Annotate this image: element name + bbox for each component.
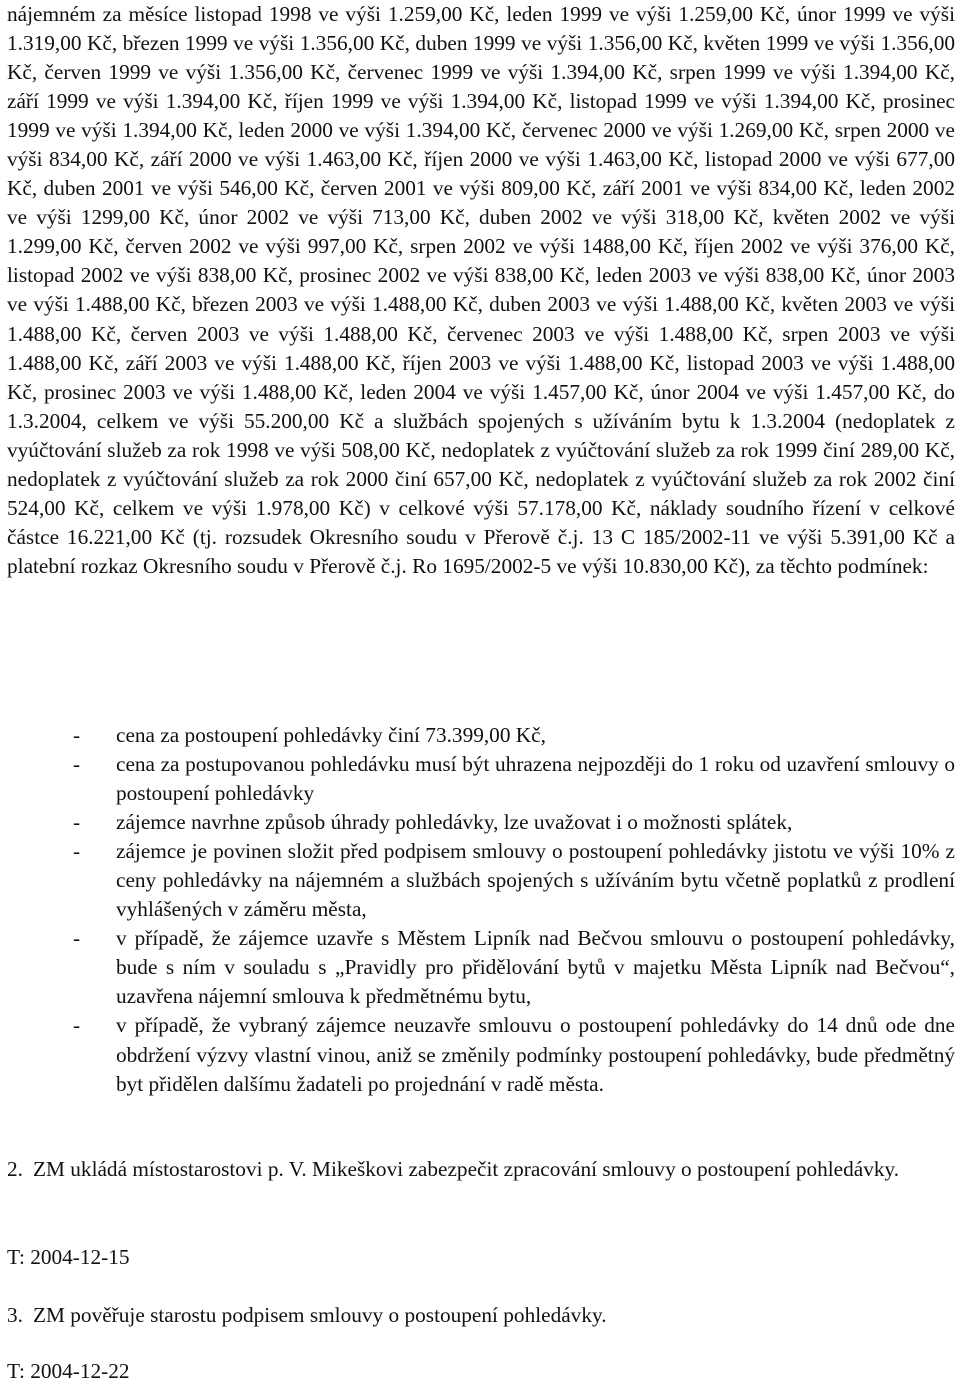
condition-item <box>0 750 955 808</box>
conditions-list <box>0 721 960 1099</box>
item-text: ZM ukládá místostarostovi p. V. Mikeškovi zabezpečit zpracování smlouvy o postoupení pohledávky. <box>33 1157 900 1181</box>
condition-item <box>0 721 955 750</box>
condition-text: cena za postoupení pohledávky činí 73.399,00 Kč, <box>116 723 546 747</box>
condition-text: zájemce navrhne způsob úhrady pohledávky, lze uvažovat i o možnosti splátek, <box>116 810 793 835</box>
resolution-item-2 <box>0 1155 955 1184</box>
list-dash: - <box>73 1013 81 1038</box>
condition-text: v případě, že zájemce uzavře s Městem Lipník nad Bečvou smlouvu o postoupení pohledávky, bude s ním v souladu s „Pravidly pro přidělování bytů v majetku Města Lipník nad Bečvou“, uzavřena nájemní smlouva k předmětnému bytu, <box>116 926 955 1009</box>
list-dash: - <box>73 810 81 835</box>
condition-item <box>0 924 955 1011</box>
item-number: 3. <box>7 1303 23 1327</box>
list-dash: - <box>73 839 81 864</box>
item-number: 2. <box>7 1157 23 1181</box>
list-dash: - <box>73 926 81 951</box>
opening-paragraph: nájemném za měsíce listopad 1998 ve výši 1.259,00 Kč, leden 1999 ve výši 1.259,00 Kč, únor 1999 ve výši 1.319,00 Kč, březen 1999 ve výši 1.356,00 Kč, duben 1999 ve výši 1.356,00 Kč, květen 1999 ve výši 1.356,00 Kč, červen 1999 ve výši 1.356,00 Kč, červenec 1999 ve výši 1.394,00 Kč, srpen 1999 ve výši 1.394,00 Kč, září 1999 ve výši 1.394,00 Kč, říjen 1999 ve výši 1.394,00 Kč, listopad 1999 ve výši 1.394,00 Kč, prosinec 1999 ve výši 1.394,00 Kč, leden 2000 ve výši 1.394,00 Kč, červenec 2000 ve výši 1.269,00 Kč, srpen 2000 ve výši 834,00 Kč, září 2000 ve výši 1.463,00 Kč, říjen 2000 ve výši 1.463,00 Kč, listopad 2000 ve výši 677,00 Kč, duben 2001 ve výši 546,00 Kč, červen 2001 ve výši 809,00 Kč, září 2001 ve výši 834,00 Kč, leden 2002 ve výši 1299,00 Kč, únor 2002 ve výši 713,00 Kč, duben 2002 ve výši 318,00 Kč, květen 2002 ve výši 1.299,00 Kč, červen 2002 ve výši 997,00 Kč, srpen 2002 ve výši 1488,00 Kč, říjen 2002 ve výši 376,00 Kč, listopad 2002 ve výši 838,00 Kč, prosinec 2002 ve výši 838,00 Kč, leden 2003 ve výši 838,00 Kč, únor 2003 ve výši 1.488,00 Kč, březen 2003 ve výši 1.488,00 Kč, duben 2003 ve výši 1.488,00 Kč, květen 2003 ve výši 1.488,00 Kč, červen 2003 ve výši 1.488,00 Kč, červenec 2003 ve výši 1.488,00 Kč, srpen 2003 ve výši 1.488,00 Kč, září 2003 ve výši 1.488,00 Kč, říjen 2003 ve výši 1.488,00 Kč, listopad 2003 ve výši 1.488,00 Kč, prosinec 2003 ve výši 1.488,00 Kč, leden 2004 ve výši 1.457,00 Kč, únor 2004 ve výši 1.457,00 Kč, do 1.3.2004, celkem ve výši 55.200,00 Kč a službách spojených s užíváním bytu k 1.3.2004 (nedoplatek z vyúčtování služeb za rok 1998 ve výši 508,00 Kč, nedoplatek z vyúčtování služeb za rok 1999 činí 289,00 Kč, nedoplatek z vyúčtování služeb za rok 2000 činí 657,00 Kč, nedoplatek z vyúčtování služeb za rok 2002 činí 524,00 Kč, celkem ve výši 1.978,00 Kč) v celkové výši 57.178,00 Kč, náklady soudního řízení v celkové částce 16.221,00 Kč (tj. rozsudek Okresního soudu v Přerově č.j. 13 C 185/2002-11 ve výši 5.391,00 Kč a platební rozkaz Okresního soudu v Přerově č.j. Ro 1695/2002-5 ve výši 10.830,00 Kč), za těchto podmínek: <box>7 2 955 578</box>
list-dash: - <box>73 752 81 777</box>
condition-text: cena za postupovanou pohledávku musí být uhrazena nejpozději do 1 roku od uzavření smlouvy o postoupení pohledávky <box>116 752 955 806</box>
resolution-item-3 <box>0 1301 955 1330</box>
condition-item <box>0 1011 955 1098</box>
item-text: ZM pověřuje starostu podpisem smlouvy o postoupení pohledávky. <box>33 1303 607 1327</box>
condition-text: zájemce je povinen složit před podpisem smlouvy o postoupení pohledávky jistotu ve výši 10% z ceny pohledávky na nájemném a službách spojených s užíváním bytu včetně poplatků z prodlení vyhlášených v záměru města, <box>116 839 955 922</box>
condition-item <box>0 808 955 837</box>
condition-text: v případě, že vybraný zájemce neuzavře smlouvu o postoupení pohledávky do 14 dnů ode dne obdržení výzvy vlastní vinou, aniž se změnily podmínky postoupení pohledávky, bude předmětný byt přidělen dalšímu žadateli po projednání v radě města. <box>116 1013 955 1096</box>
deadline-2: T: 2004-12-15 <box>7 1245 130 1269</box>
condition-item <box>0 837 955 924</box>
deadline-3: T: 2004-12-22 <box>7 1359 130 1383</box>
list-dash: - <box>73 723 81 747</box>
